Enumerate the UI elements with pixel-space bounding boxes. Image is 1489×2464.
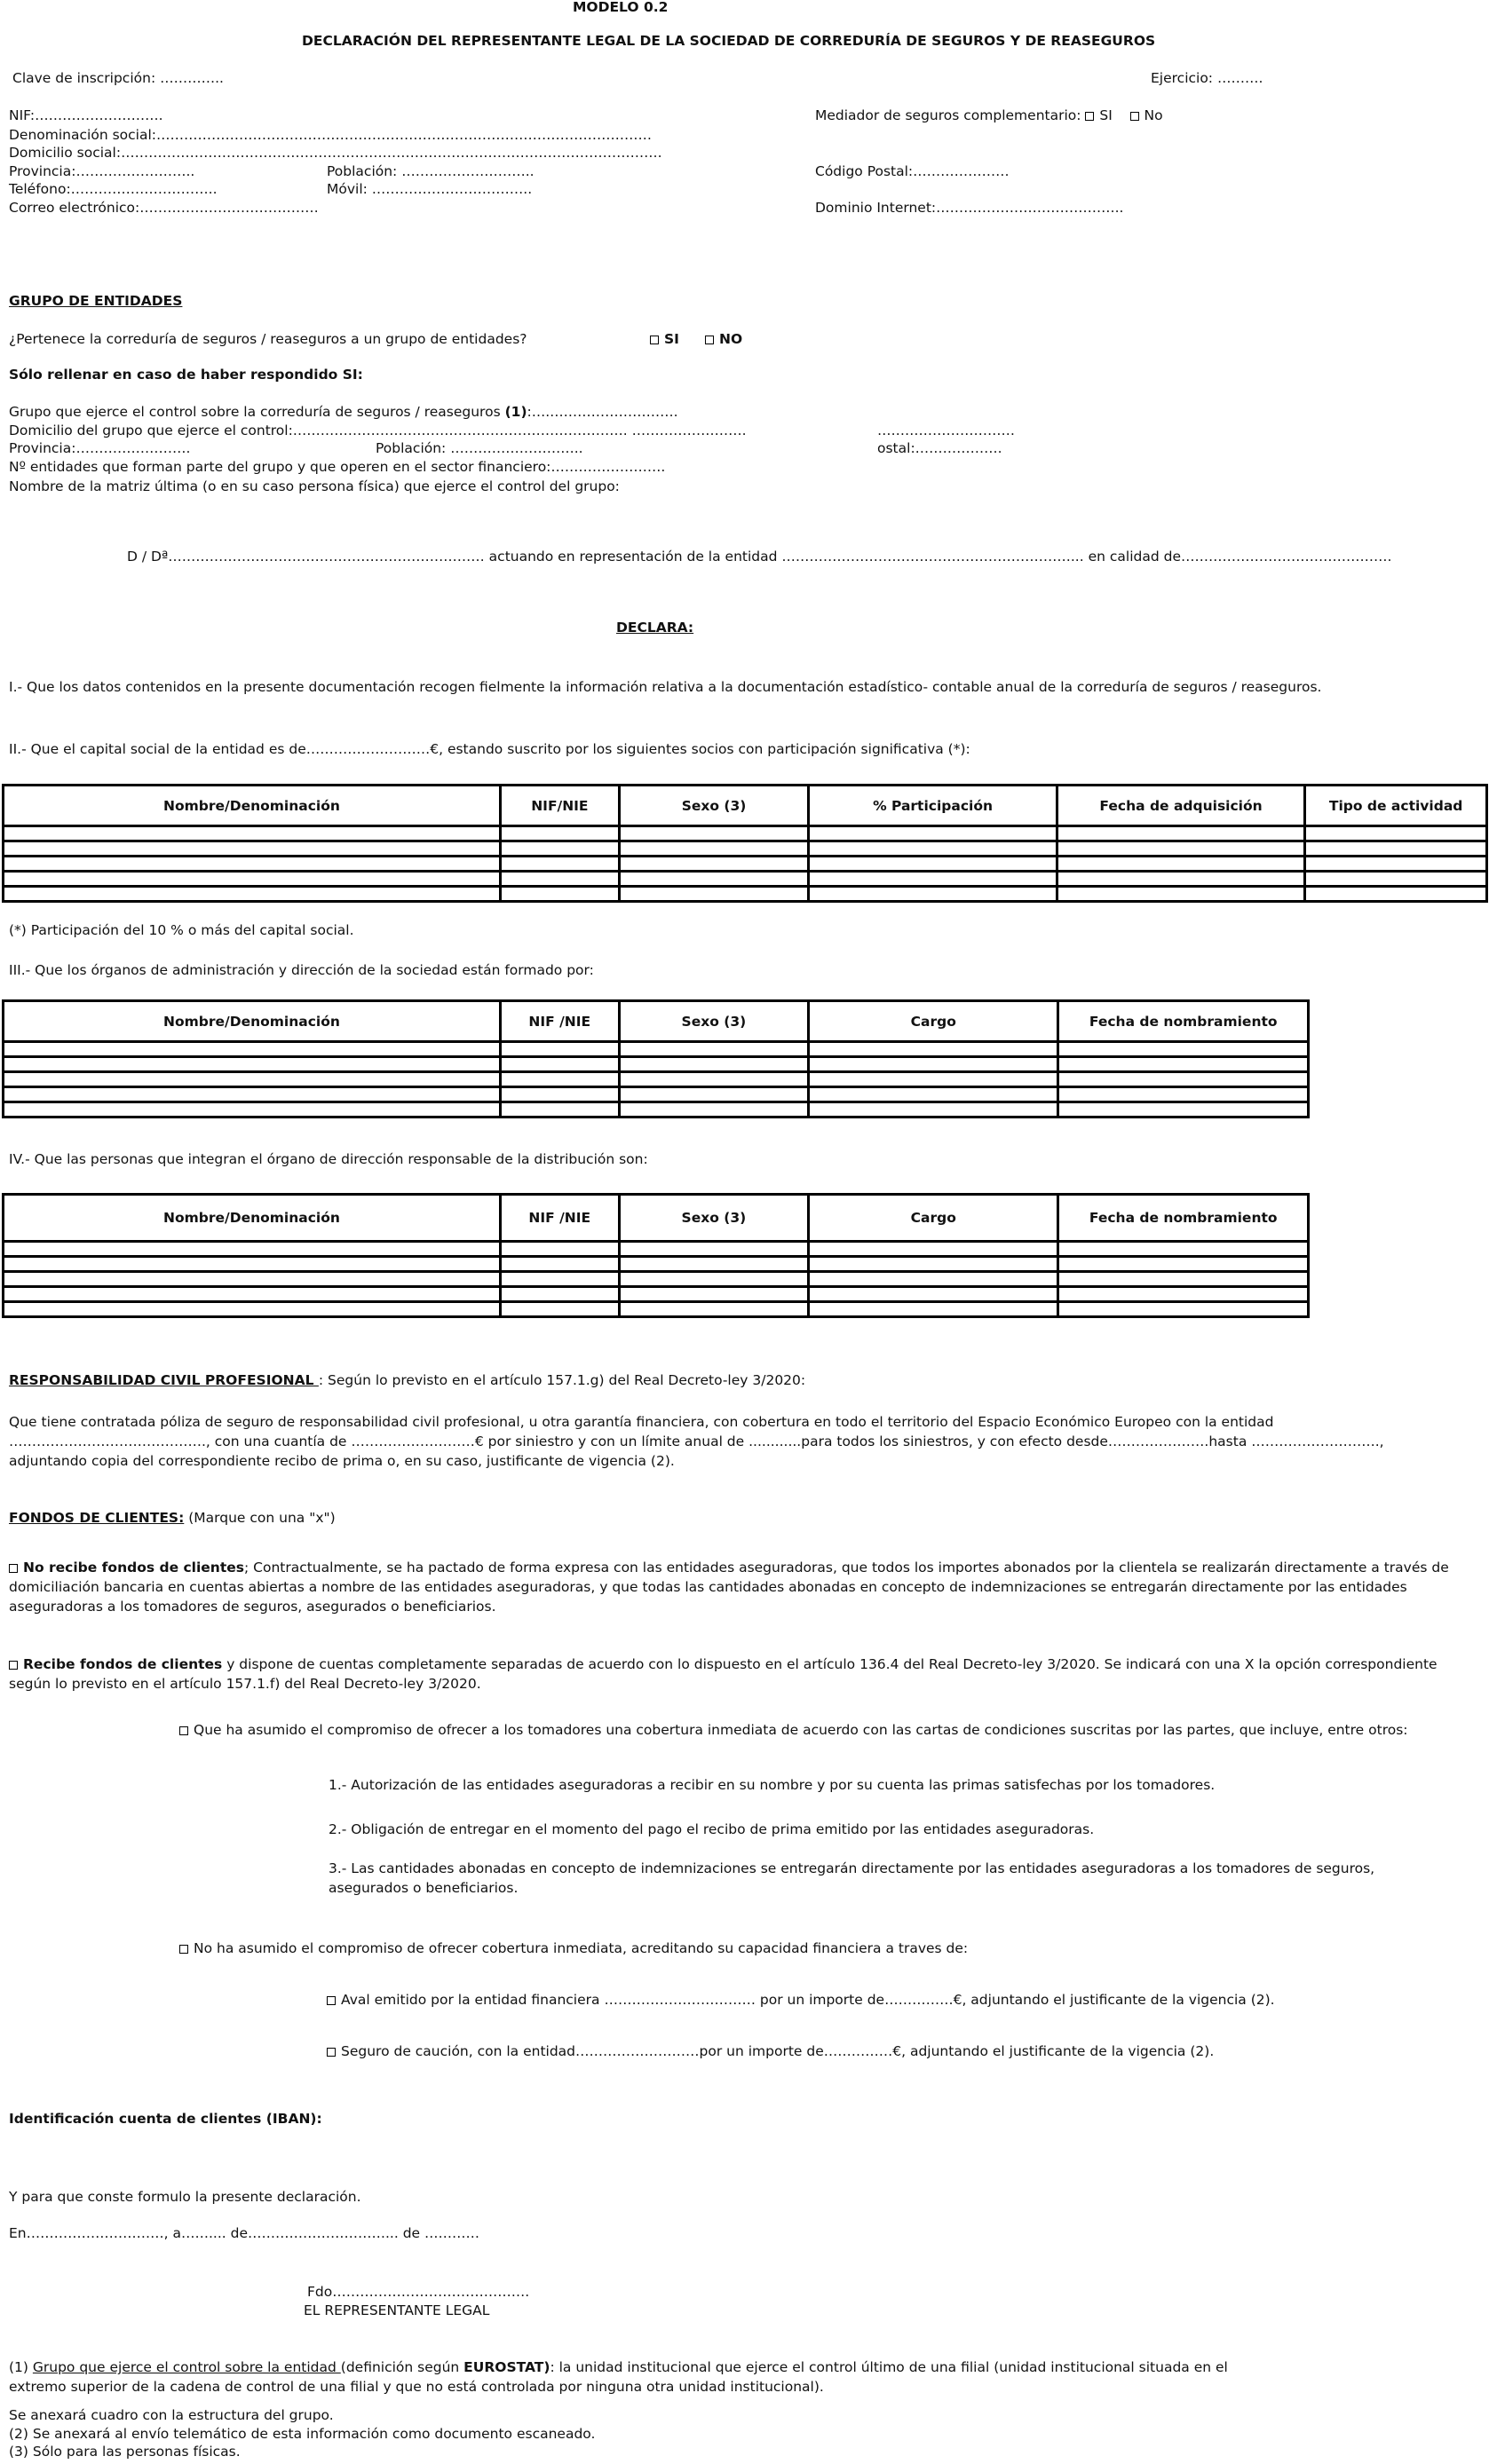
table-cell[interactable] <box>809 872 1057 887</box>
table-cell[interactable] <box>4 1287 501 1302</box>
seguro-caucion-option <box>327 2044 1214 2060</box>
table-cell[interactable] <box>1305 857 1487 872</box>
table-cell[interactable] <box>4 1242 501 1257</box>
table-cell[interactable] <box>1058 1042 1309 1057</box>
table-cell[interactable] <box>4 1042 501 1057</box>
table-cell[interactable] <box>1058 1242 1309 1257</box>
place-date-field[interactable]: En…………………………, a…….... de…………………………... de ………… <box>9 2225 479 2241</box>
rc-intro: : Según lo previsto en el artículo 157.1.g) del Real Decreto-ley 3/2020: <box>318 1372 806 1388</box>
table-cell[interactable] <box>809 1057 1058 1072</box>
grupo-heading: GRUPO DE ENTIDADES <box>9 293 183 309</box>
fondos-heading-line <box>9 1511 336 1527</box>
cobertura-inmediata-option <box>179 1723 1408 1739</box>
table-row <box>4 1272 1309 1287</box>
table-cell[interactable] <box>1058 1087 1309 1102</box>
ejercicio-field[interactable]: Ejercicio: ………. <box>1151 70 1263 86</box>
distribucion-header-4: Fecha de nombramiento <box>1058 1195 1309 1242</box>
table-cell[interactable] <box>4 887 501 902</box>
table-cell[interactable] <box>500 1072 619 1087</box>
table-cell[interactable] <box>619 857 809 872</box>
recibe-body: y dispone de cuentas completamente separadas de acuerdo con lo dispuesto en el artículo 136.4 del Real Decreto-ley 3/2020. Se indicará con una X la opción correspondiente según lo previsto en el artículo 157.1.f) del Real Decreto-ley 3/2020. <box>9 1656 1438 1692</box>
compromiso-item-1: 1.- Autorización de las entidades aseguradoras a recibir en su nombre y por su cuenta las primas satisfechas por los tomadores. <box>329 1777 1216 1793</box>
table-cell[interactable] <box>1058 1287 1309 1302</box>
table-cell[interactable] <box>500 1242 619 1257</box>
table-row <box>4 1057 1309 1072</box>
declaration-3: III.- Que los órganos de administración y dirección de la sociedad están formado por: <box>9 962 594 978</box>
socios-header-1: NIF/NIE <box>500 786 619 826</box>
administracion-header-1: NIF /NIE <box>500 1001 619 1042</box>
aval-checkbox[interactable] <box>327 1996 336 2005</box>
movil-field[interactable]: Móvil: …………………………….. <box>327 181 533 197</box>
administracion-header-row <box>4 1001 1309 1042</box>
administracion-header-4: Fecha de nombramiento <box>1058 1001 1309 1042</box>
table-cell[interactable] <box>4 1072 501 1087</box>
compromiso-item-2: 2.- Obligación de entregar en el momento del pago el recibo de prima emitido por las entidades aseguradoras. <box>329 1821 1095 1837</box>
dominio-field[interactable]: Dominio Internet:………………………………….. <box>815 200 1124 216</box>
sin-cobertura-checkbox[interactable] <box>179 1945 188 1954</box>
table-cell[interactable] <box>1305 887 1487 902</box>
nif-field[interactable]: NIF:………………………. <box>9 107 163 123</box>
clave-field[interactable]: Clave de inscripción: ………….. <box>12 70 224 86</box>
socios-table <box>2 784 1488 903</box>
recibe-checkbox[interactable] <box>9 1661 18 1670</box>
cobertura-inmediata-label: Que ha asumido el compromiso de ofrecer a los tomadores una cobertura inmediata de acuerdo con las cartas de condiciones suscritas por las partes, que incluye, entre otros: <box>194 1722 1408 1738</box>
rc-body[interactable]: Que tiene contratada póliza de seguro de responsabilidad civil profesional, u otra garantía financiera, con cobertura en todo el territorio del Espacio Económico Europeo con la entidad ……………………………………., con una cuantía de ………………………€ por siniestro y con un límite anual de ............para todos los siniestros, y con efecto desde………………….hasta ………………………., adjuntando copia del correspondiente recibo de prima o, en su caso, justificante de vigencia (2). <box>9 1414 1384 1469</box>
administracion-table <box>2 999 1310 1118</box>
grupo-domicilio-extra[interactable]: ………………………… <box>877 423 1015 438</box>
declaration-1: I.- Que los datos contenidos en la presente documentación recogen fielmente la información relativa a la documentación estadístico- contable anual de la correduría de seguros / reaseguros. <box>9 679 1322 695</box>
telefono-field[interactable]: Teléfono:………………………….. <box>9 181 218 197</box>
footnote-1-term: Grupo que ejerce el control sobre la entidad <box>32 2359 341 2375</box>
table-cell[interactable] <box>1057 857 1304 872</box>
table-cell[interactable] <box>1058 1257 1309 1272</box>
table-cell[interactable] <box>500 1272 619 1287</box>
table-row <box>4 1257 1309 1272</box>
signature-role: EL REPRESENTANTE LEGAL <box>304 2302 490 2318</box>
table-cell[interactable] <box>619 1072 808 1087</box>
fondos-hint: (Marque con una "x") <box>184 1510 336 1526</box>
footnote-1-def: (definición según <box>340 2359 464 2375</box>
compromiso-item-3: 3.- Las cantidades abonadas en concepto de indemnizaciones se entregarán directamente por las entidades aseguradoras a los tomadores de seguros, asegurados o beneficiarios. <box>329 1860 1375 1896</box>
table-cell[interactable] <box>500 1102 619 1117</box>
table-cell[interactable] <box>1058 1272 1309 1287</box>
table-cell[interactable] <box>809 1272 1058 1287</box>
table-cell[interactable] <box>500 826 619 841</box>
table-cell[interactable] <box>500 1287 619 1302</box>
table-row <box>4 841 1487 857</box>
table-cell[interactable] <box>619 1102 808 1117</box>
correo-field[interactable]: Correo electrónico:………………………………… <box>9 200 319 216</box>
socios-header-row <box>4 786 1487 826</box>
table-cell[interactable] <box>809 1102 1058 1117</box>
table-cell[interactable] <box>809 826 1057 841</box>
grupo-poblacion-field[interactable]: Población: ……………………….. <box>376 440 583 456</box>
table-row <box>4 1087 1309 1102</box>
mediador-si-label: SI <box>1099 107 1113 123</box>
grupo-si-checkbox[interactable] <box>650 336 659 344</box>
grupo-no-option <box>705 332 742 348</box>
table-cell[interactable] <box>1305 841 1487 857</box>
grupo-question: ¿Pertenece la correduría de seguros / reaseguros a un grupo de entidades? <box>9 331 527 347</box>
table-cell[interactable] <box>500 1257 619 1272</box>
no-recibe-option <box>9 1558 1483 1616</box>
footnote-3: (3) Sólo para las personas físicas. <box>9 2444 241 2460</box>
table-cell[interactable] <box>619 887 809 902</box>
table-cell[interactable] <box>619 1242 808 1257</box>
table-cell[interactable] <box>500 857 619 872</box>
rc-heading: RESPONSABILIDAD CIVIL PROFESIONAL <box>9 1372 319 1388</box>
grupo-control-label: Grupo que ejerce el control sobre la correduría de seguros / reaseguros <box>9 404 505 420</box>
table-cell[interactable] <box>619 826 809 841</box>
grupo-no-label: NO <box>719 331 743 347</box>
administracion-header-0: Nombre/Denominación <box>4 1001 501 1042</box>
table-cell[interactable] <box>1057 841 1304 857</box>
table-row <box>4 887 1487 902</box>
rc-heading-line <box>9 1373 805 1389</box>
table-cell[interactable] <box>809 1087 1058 1102</box>
domicilio-field[interactable]: Domicilio social:………………………………………………………………………………………………………. <box>9 145 662 161</box>
table-row <box>4 1072 1309 1087</box>
table-cell[interactable] <box>4 1087 501 1102</box>
grupo-si-label: SI <box>664 331 679 347</box>
table-cell[interactable] <box>4 1102 501 1117</box>
mediador-no-label: No <box>1144 107 1163 123</box>
table-cell[interactable] <box>809 1302 1058 1317</box>
table-cell[interactable] <box>619 1272 808 1287</box>
grupo-control-ref: (1) <box>504 404 527 420</box>
grupo-entidades-field[interactable]: Nº entidades que forman parte del grupo y que operen en el sector financiero:……………………. <box>9 459 666 475</box>
no-recibe-title: No recibe fondos de clientes <box>23 1560 244 1576</box>
sin-cobertura-option <box>179 1941 968 1957</box>
table-row <box>4 1287 1309 1302</box>
grupo-control-field[interactable] <box>9 405 678 421</box>
footnote-1 <box>9 2357 1261 2397</box>
table-cell[interactable] <box>4 841 501 857</box>
administracion-header-3: Cargo <box>809 1001 1058 1042</box>
table-cell[interactable] <box>1058 1072 1309 1087</box>
table-cell[interactable] <box>619 872 809 887</box>
socios-header-0: Nombre/Denominación <box>4 786 501 826</box>
table-cell[interactable] <box>619 1302 808 1317</box>
declara-heading: DECLARA: <box>616 620 694 636</box>
table-cell[interactable] <box>4 1057 501 1072</box>
table-cell[interactable] <box>1057 887 1304 902</box>
codigo-postal-field[interactable]: Código Postal:………………… <box>815 163 1010 179</box>
mediador-no-checkbox[interactable] <box>1130 112 1139 121</box>
distribucion-header-0: Nombre/Denominación <box>4 1195 501 1242</box>
aval-option <box>327 1993 1275 2009</box>
table-cell[interactable] <box>4 1302 501 1317</box>
distribucion-header-1: NIF /NIE <box>500 1195 619 1242</box>
table-cell[interactable] <box>500 1087 619 1102</box>
distribucion-header-row <box>4 1195 1309 1242</box>
grupo-instruction: Sólo rellenar en caso de haber respondido SI: <box>9 367 363 383</box>
table-cell[interactable] <box>4 857 501 872</box>
recibe-title: Recibe fondos de clientes <box>23 1656 223 1672</box>
table-cell[interactable] <box>4 826 501 841</box>
table-cell[interactable] <box>4 1272 501 1287</box>
table-cell[interactable] <box>1057 872 1304 887</box>
table-cell[interactable] <box>500 1042 619 1057</box>
table-row <box>4 1302 1309 1317</box>
no-recibe-body: ; Contractualmente, se ha pactado de forma expresa con las entidades aseguradoras, que todos los importes abonados por la clientela se realizarán directamente a través de domiciliación bancaria en cuentas abiertas a nombre de las entidades aseguradoras, y que todas las cantidades abonadas en concepto de indemnizaciones se entregarán directamente por las entidades aseguradoras a los tomadores de seguros, asegurados o beneficiarios. <box>9 1560 1449 1615</box>
table-cell[interactable] <box>4 872 501 887</box>
table-cell[interactable] <box>619 841 809 857</box>
iban-label[interactable]: Identificación cuenta de clientes (IBAN): <box>9 2111 322 2127</box>
poblacion-field[interactable]: Población: ……………………….. <box>327 163 535 179</box>
table-cell[interactable] <box>1305 872 1487 887</box>
page-title: DECLARACIÓN DEL REPRESENTANTE LEGAL DE LA SOCIEDAD DE CORREDURÍA DE SEGUROS Y DE REASEGUROS <box>302 33 1156 49</box>
sin-cobertura-label: No ha asumido el compromiso de ofrecer cobertura inmediata, acreditando su capacidad financiera a traves de: <box>194 1940 969 1956</box>
table-row <box>4 1242 1309 1257</box>
aval-label: Aval emitido por la entidad financiera …………………………… por un importe de……………€, adjuntando el justificante de la vigencia (2). <box>341 1992 1275 2008</box>
footnote-1-text: : la unidad institucional que ejerce el control último de una filial (unidad institucional situada en el extremo superior de la cadena de control de una filial y que no está controlada por ninguna otra unidad institucional). <box>9 2359 1228 2395</box>
table-cell[interactable] <box>809 887 1057 902</box>
grupo-provincia-field[interactable]: Provincia:……………………. <box>9 440 191 456</box>
socios-header-3: % Participación <box>809 786 1057 826</box>
table-cell[interactable] <box>619 1257 808 1272</box>
table-cell[interactable] <box>809 1257 1058 1272</box>
grupo-domicilio-field[interactable]: Domicilio del grupo que ejerce el control:………………………………………………………………. ……………………. <box>9 423 747 438</box>
distribucion-table <box>2 1193 1310 1318</box>
grupo-control-dots: :….………………………. <box>527 404 678 420</box>
table-cell[interactable] <box>809 1242 1058 1257</box>
closing-statement: Y para que conste formulo la presente declaración. <box>9 2189 361 2205</box>
seguro-caucion-checkbox[interactable] <box>327 2048 336 2057</box>
table-cell[interactable] <box>619 1042 808 1057</box>
table-cell[interactable] <box>500 1057 619 1072</box>
footnote-1-num: (1) <box>9 2359 33 2375</box>
denominacion-field[interactable]: Denominación social:……………………………………………………………………………………………… <box>9 127 652 143</box>
seguro-caucion-label: Seguro de caución, con la entidad………………………por un importe de……………€, adjuntando el justificante de la vigencia (2). <box>341 2043 1215 2059</box>
footnote-2: (2) Se anexará al envío telemático de esta información como documento escaneado. <box>9 2426 596 2442</box>
grupo-no-checkbox[interactable] <box>705 336 714 344</box>
table-cell[interactable] <box>500 841 619 857</box>
table-cell[interactable] <box>1058 1057 1309 1072</box>
distribucion-header-2: Sexo (3) <box>619 1195 808 1242</box>
provincia-field[interactable]: Provincia:…………………….. <box>9 163 195 179</box>
table-cell[interactable] <box>1305 826 1487 841</box>
table-cell[interactable] <box>619 1057 808 1072</box>
table-row <box>4 857 1487 872</box>
table-cell[interactable] <box>500 1302 619 1317</box>
footnote-grupo: Se anexará cuadro con la estructura del grupo. <box>9 2407 334 2423</box>
grupo-matriz-field[interactable]: Nombre de la matriz última (o en su caso persona física) que ejerce el control del grupo: <box>9 478 620 494</box>
table-cell[interactable] <box>1057 826 1304 841</box>
table-cell[interactable] <box>1058 1302 1309 1317</box>
signature-field[interactable]: Fdo……………………………………. <box>307 2284 530 2300</box>
table-cell[interactable] <box>500 887 619 902</box>
table-cell[interactable] <box>4 1257 501 1272</box>
table-cell[interactable] <box>619 1087 808 1102</box>
distribucion-header-3: Cargo <box>809 1195 1058 1242</box>
mediador-si-checkbox[interactable] <box>1085 112 1094 121</box>
mediador-label: Mediador de seguros complementario: <box>815 107 1086 123</box>
table-cell[interactable] <box>809 1042 1058 1057</box>
grupo-si-option <box>650 332 679 348</box>
table-row <box>4 1102 1309 1117</box>
table-cell[interactable] <box>809 841 1057 857</box>
cobertura-inmediata-checkbox[interactable] <box>179 1726 188 1735</box>
table-row <box>4 826 1487 841</box>
table-cell[interactable] <box>1058 1102 1309 1117</box>
fondos-heading: FONDOS DE CLIENTES: <box>9 1510 185 1526</box>
model-label: MODELO 0.2 <box>573 0 669 15</box>
table-cell[interactable] <box>809 1287 1058 1302</box>
administracion-header-2: Sexo (3) <box>619 1001 808 1042</box>
socios-header-5: Tipo de actividad <box>1305 786 1487 826</box>
declaration-4: IV.- Que las personas que integran el órgano de dirección responsable de la distribución son: <box>9 1151 648 1167</box>
table-row <box>4 872 1487 887</box>
socios-header-2: Sexo (3) <box>619 786 809 826</box>
table-cell[interactable] <box>809 857 1057 872</box>
declaration-2: II.- Que el capital social de la entidad es de………………………€, estando suscrito por los siguientes socios con participación significativa (*): <box>9 741 970 757</box>
mediador-row <box>815 108 1163 124</box>
no-recibe-checkbox[interactable] <box>9 1564 18 1573</box>
representante-line[interactable]: D / Dª…………………………………………………………… actuando en representación de la entidad ………………………………………………………... en calidad de………………………………………. <box>127 549 1392 565</box>
recibe-option <box>9 1655 1483 1694</box>
socios-header-4: Fecha de adquisición <box>1057 786 1304 826</box>
socios-note: (*) Participación del 10 % o más del capital social. <box>9 922 354 938</box>
table-row <box>4 1042 1309 1057</box>
grupo-postal-field[interactable]: ostal:………………. <box>877 440 1002 456</box>
table-cell[interactable] <box>809 1072 1058 1087</box>
table-cell[interactable] <box>500 872 619 887</box>
footnote-1-source: EUROSTAT) <box>463 2359 550 2375</box>
table-cell[interactable] <box>619 1287 808 1302</box>
